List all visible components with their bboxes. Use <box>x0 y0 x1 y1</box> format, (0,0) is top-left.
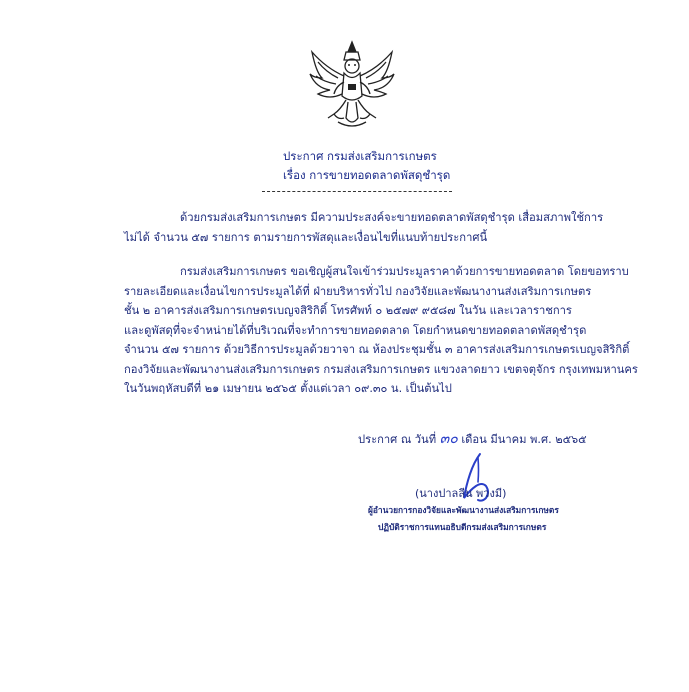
body-line: จำนวน ๕๗ รายการ ด้วยวิธีการประมูลด้วยวาจา ณ ห้องประชุมชั้น ๓ อาคารส่งเสริมการเกษตรเบญจสิริกิติ์ <box>124 343 630 356</box>
body-line: รายละเอียดและเงื่อนไขการประมูลได้ที่ ฝ่ายบริหารทั่วไป กองวิจัยและพัฒนางานส่งเสริมการเกษตร <box>124 284 592 298</box>
body-line: กองวิจัยและพัฒนางานส่งเสริมการเกษตร กรมส่งเสริมการเกษตร แขวงลาดยาว เขตจตุจักร กรุงเทพมหานคร <box>124 362 638 376</box>
body-paragraph-2 <box>124 262 638 399</box>
signer-name: (นางปาลลีน พวงมี) <box>415 487 507 500</box>
dateline-day: ๓๐ <box>439 431 458 447</box>
announcement-title: ประกาศ กรมส่งเสริมการเกษตร <box>283 149 437 163</box>
body-paragraph-1 <box>124 208 604 247</box>
body-line: ไม่ได้ จำนวน ๕๗ รายการ ตามรายการพัสดุและเงื่อนไขที่แนบท้ายประกาศนี้ <box>124 230 488 244</box>
body-line: ด้วยกรมส่งเสริมการเกษตร มีความประสงค์จะขายทอดตลาดพัสดุชำรุด เสื่อมสภาพใช้การ <box>180 211 604 224</box>
announcement-subject: เรื่อง การขายทอดตลาดพัสดุชำรุด <box>283 168 451 182</box>
dateline-prefix: ประกาศ ณ วันที่ <box>358 433 437 446</box>
dateline-suffix: เดือน มีนาคม พ.ศ. ๒๕๖๕ <box>461 433 587 446</box>
body-line: และดูพัสดุที่จะจำหน่ายได้ที่บริเวณที่จะทำการขายทอดตลาด โดยกำหนดขายทอดตลาดพัสดุชำรุด <box>124 323 587 337</box>
garuda-emblem-icon <box>308 38 396 130</box>
header-divider <box>262 191 452 192</box>
body-line: ในวันพฤหัสบดีที่ ๒๑ เมษายน ๒๕๖๕ ตั้งแต่เวลา ๐๙.๓๐ น. เป็นต้นไป <box>124 382 452 395</box>
signer-acting-position: ปฏิบัติราชการแทนอธิบดีกรมส่งเสริมการเกษตร <box>378 522 547 532</box>
announcement-dateline <box>358 428 587 450</box>
body-line: กรมส่งเสริมการเกษตร ขอเชิญผู้สนใจเข้าร่วมประมูลราคาด้วยการขายทอดตลาด โดยขอทราบ <box>180 265 629 278</box>
body-line: ชั้น ๒ อาคารส่งเสริมการเกษตรเบญจสิริกิติ์ โทรศัพท์ ๐ ๒๕๗๙ ๙๕๘๗ ในวัน และเวลาราชการ <box>124 304 572 317</box>
signer-position: ผู้อำนวยการกองวิจัยและพัฒนางานส่งเสริมการเกษตร <box>368 505 559 515</box>
